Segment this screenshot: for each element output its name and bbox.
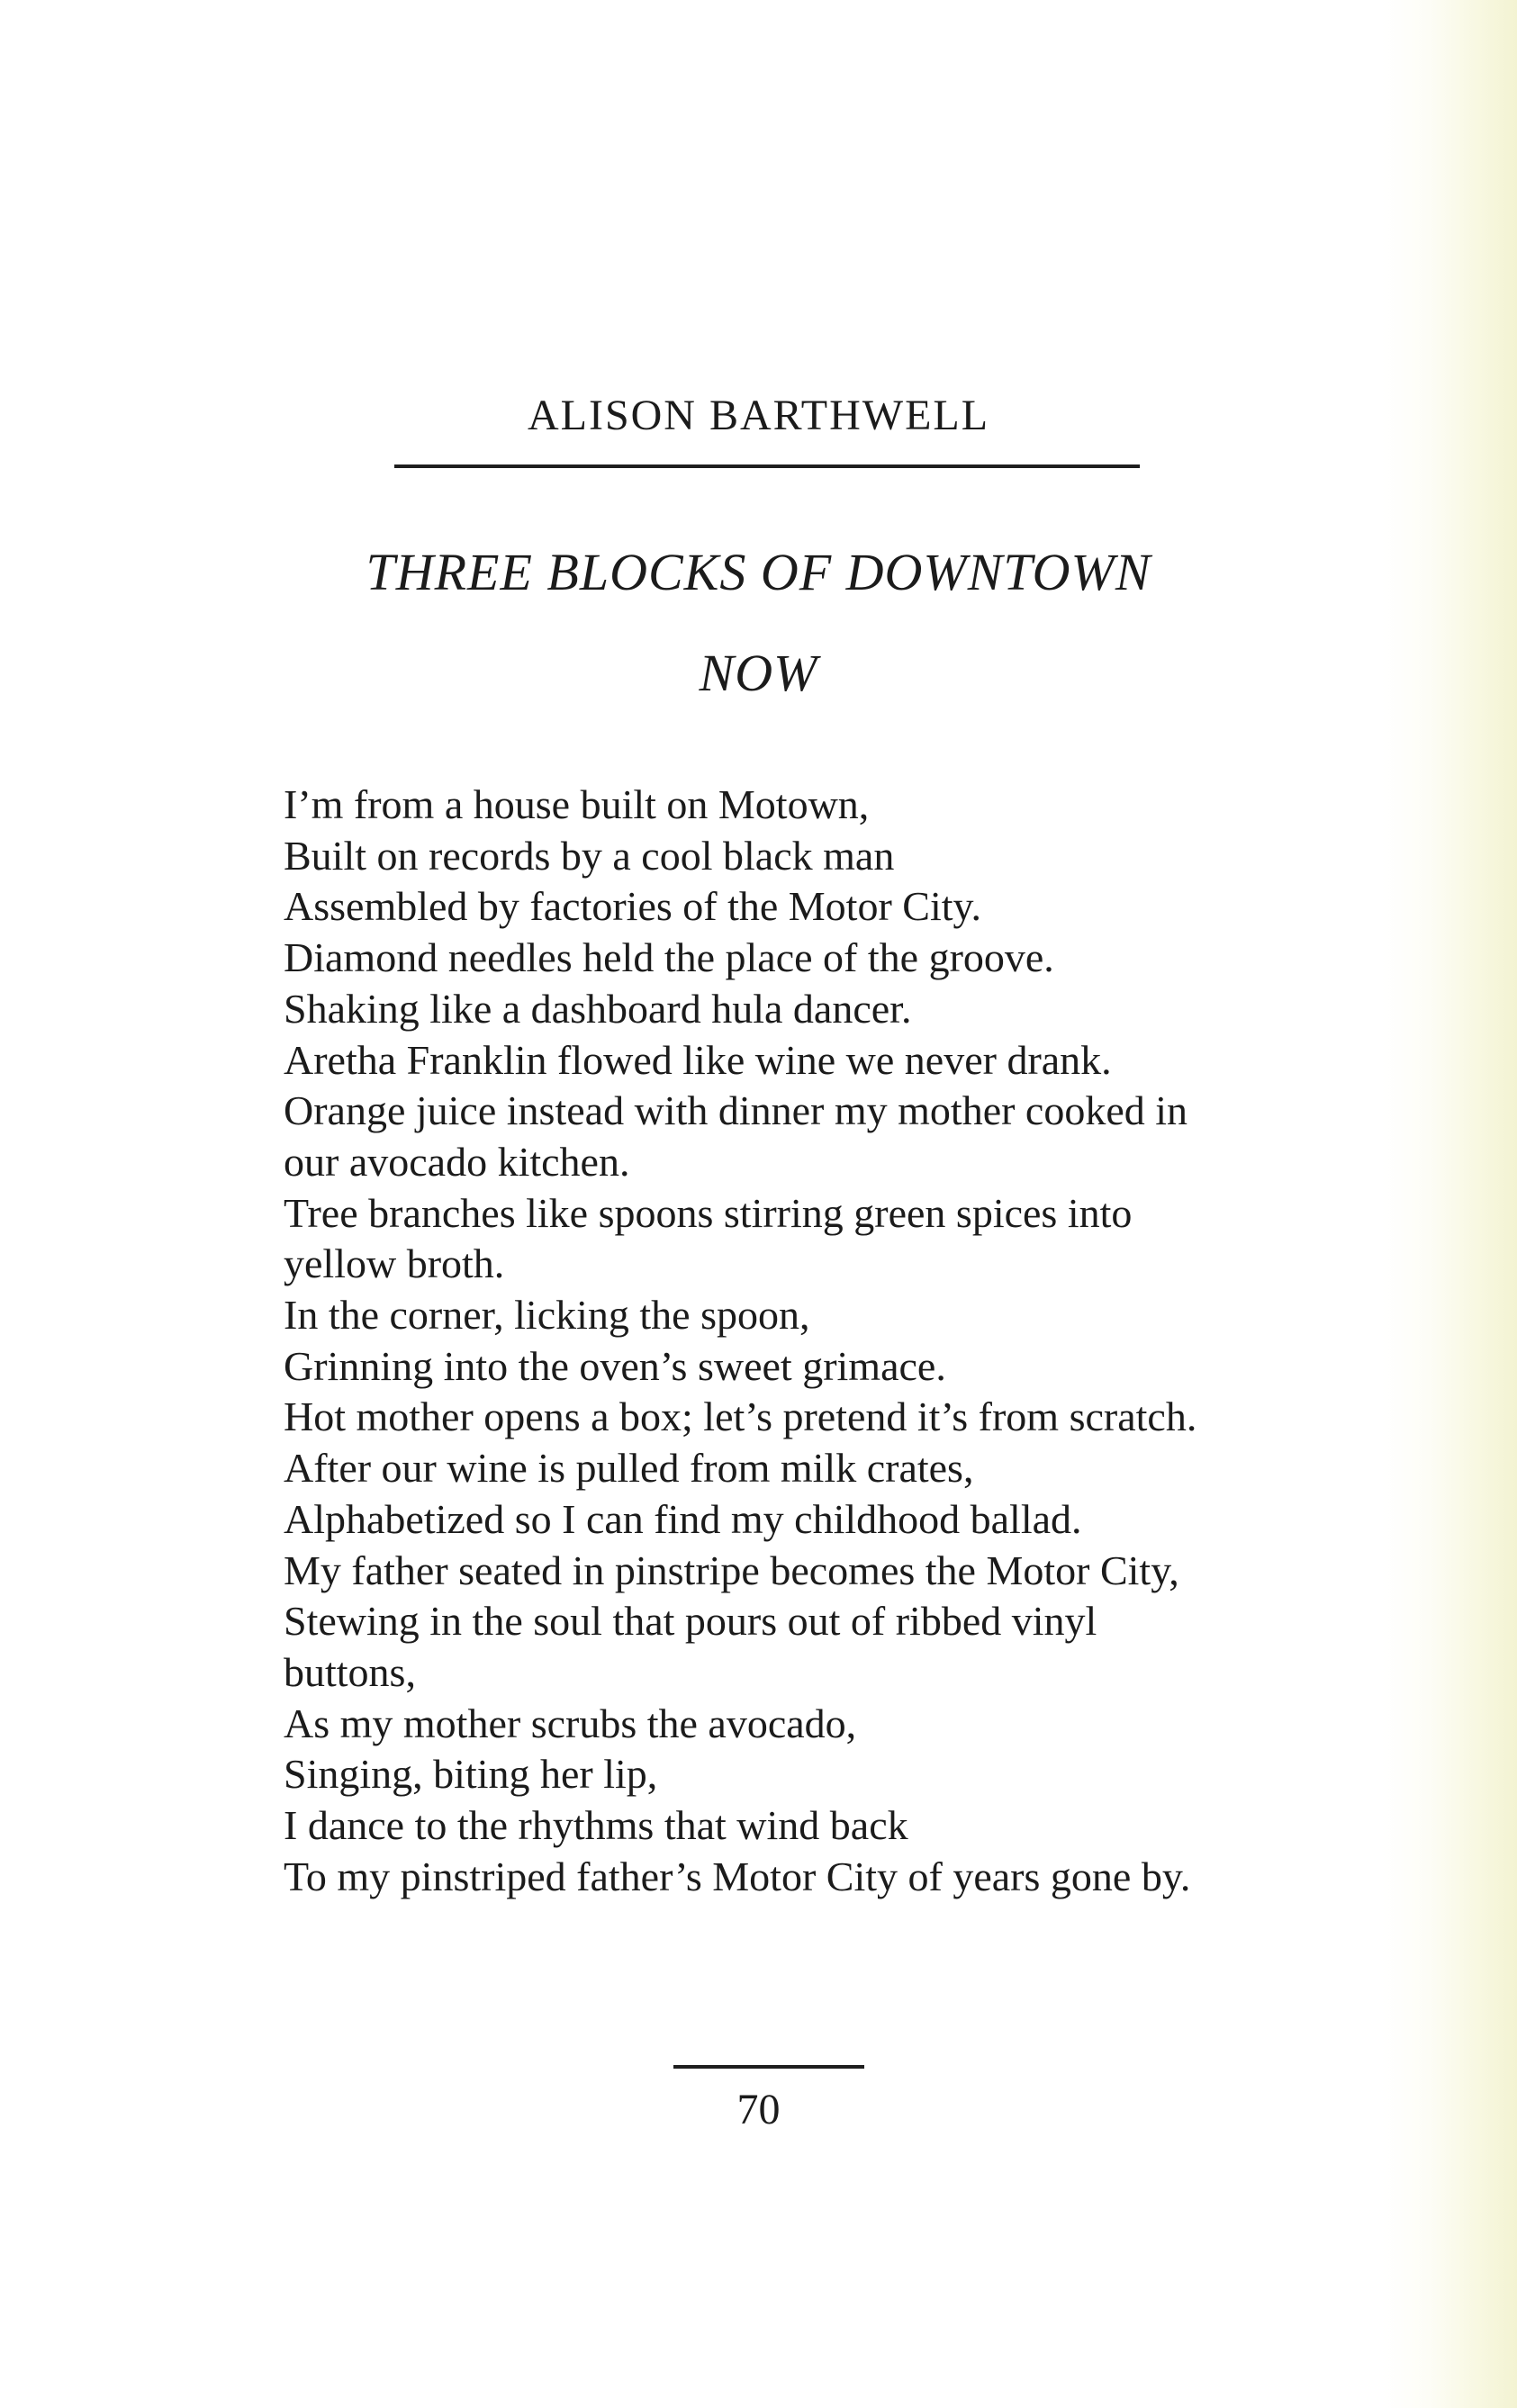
poem-line: Hot mother opens a box; let’s pretend it’s from scratch. (284, 1393, 1197, 1440)
poem-line: In the corner, licking the spoon, (284, 1292, 810, 1339)
poem-line: Stewing in the soul that pours out of ribbed vinyl (284, 1598, 1097, 1645)
poem-line: Grinning into the oven’s sweet grimace. (284, 1342, 946, 1389)
page-edge-shading (1382, 0, 1517, 2408)
poem-line: Singing, biting her lip, (284, 1751, 658, 1798)
poem-line: yellow broth. (284, 1240, 505, 1287)
poem-line: Orange juice instead with dinner my mother cooked in (284, 1087, 1188, 1134)
poem-line: I’m from a house built on Motown, (284, 781, 870, 827)
poem-line: To my pinstriped father’s Motor City of years gone by. (284, 1853, 1191, 1899)
poem-line: Diamond needles held the place of the groove. (284, 934, 1054, 981)
poem-line: I dance to the rhythms that wind back (284, 1802, 908, 1849)
poem-line: Assembled by factories of the Motor City. (284, 883, 982, 930)
poem-line: As my mother scrubs the avocado, (284, 1700, 857, 1746)
author-name: ALISON BARTHWELL (527, 392, 990, 439)
poem-line: Built on records by a cool black man (284, 832, 895, 879)
footer-rule (673, 2065, 864, 2069)
poem-line: Tree branches like spoons stirring green spices into (284, 1189, 1133, 1236)
author-rule (394, 464, 1140, 468)
poem-line: After our wine is pulled from milk crates, (284, 1445, 974, 1492)
poem-line: buttons, (284, 1648, 416, 1695)
poem-line: My father seated in pinstripe becomes the Motor City, (284, 1547, 1179, 1593)
poem-line: Shaking like a dashboard hula dancer. (284, 985, 912, 1032)
poem-body (284, 780, 1292, 1902)
poem-title-line-1: THREE BLOCKS OF DOWNTOWN (366, 543, 1151, 601)
poem-line: our avocado kitchen. (284, 1138, 630, 1185)
poem-line: Alphabetized so I can find my childhood ballad. (284, 1495, 1082, 1542)
page-number: 70 (736, 2086, 781, 2133)
poem-line: Aretha Franklin flowed like wine we never drank. (284, 1036, 1112, 1083)
poem-title (234, 522, 1283, 724)
poem-title-line-2: NOW (699, 644, 818, 702)
